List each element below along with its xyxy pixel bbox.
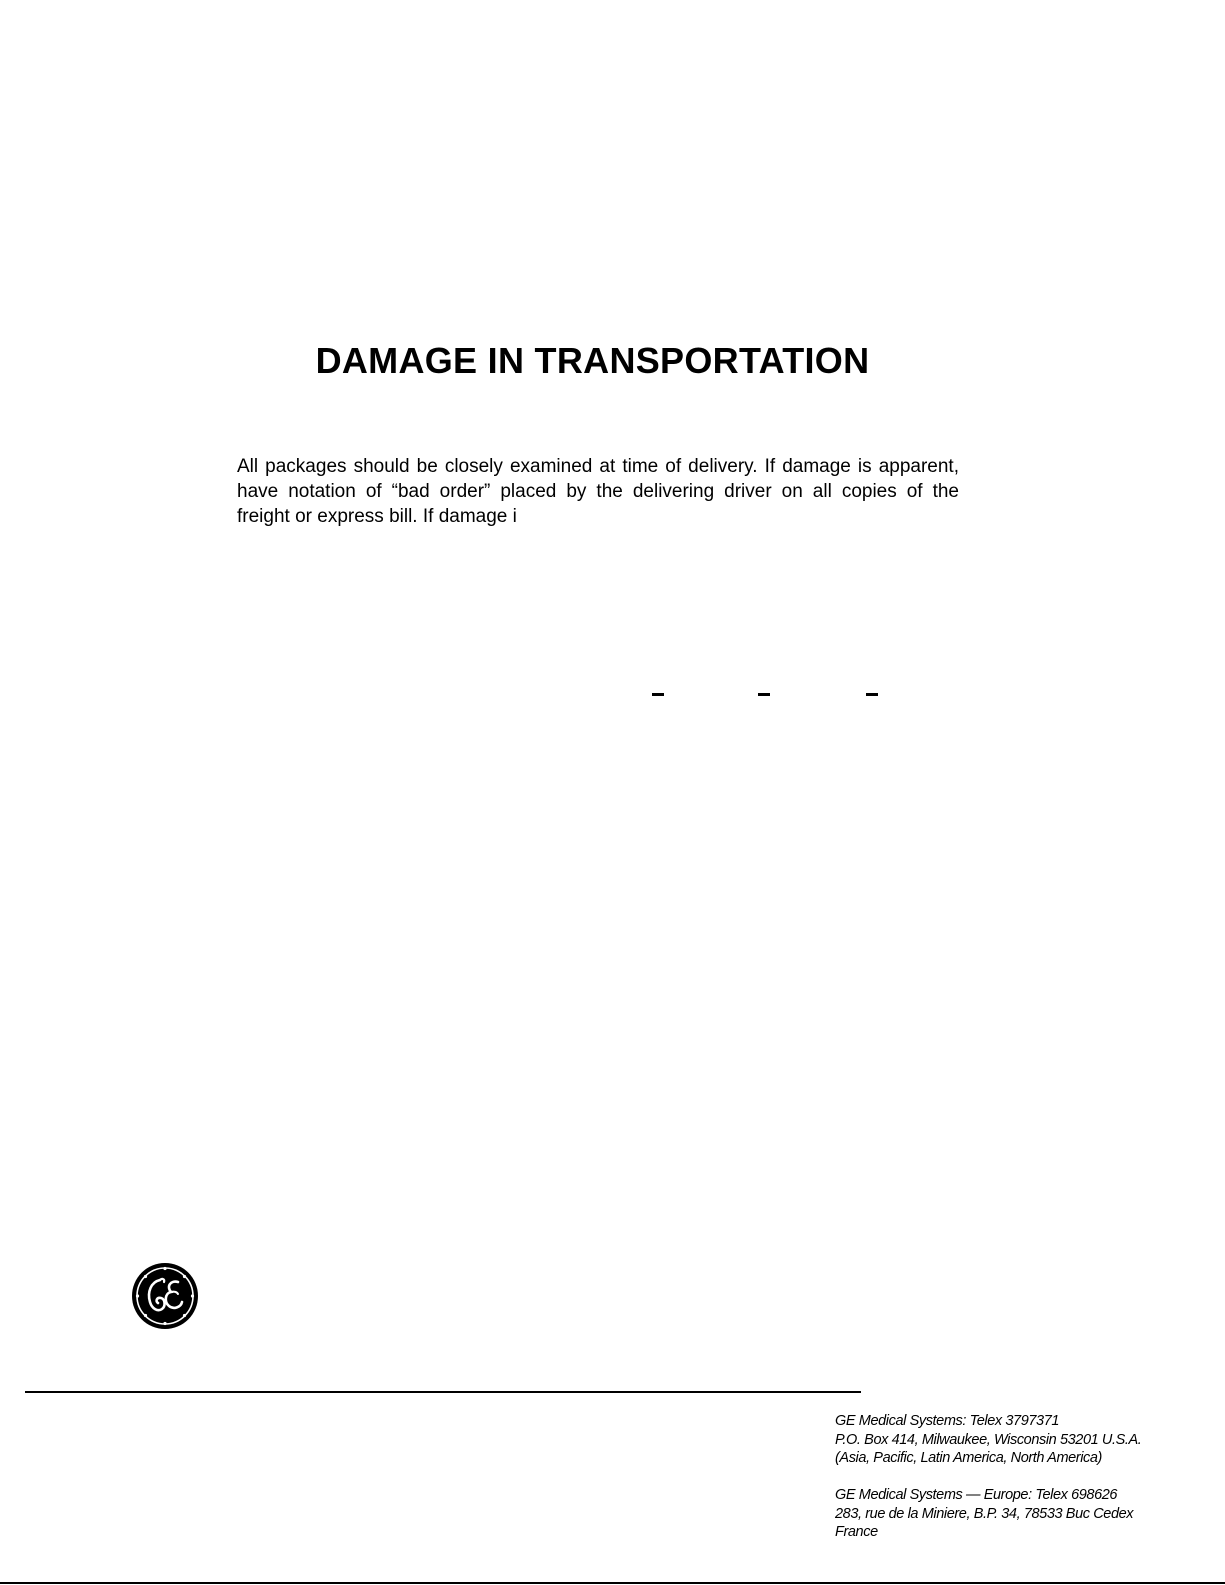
contact-line: France <box>835 1524 878 1540</box>
contact-line: GE Medical Systems: Telex 3797371 <box>835 1413 1060 1429</box>
contact-line: GE Medical Systems — Europe: Telex 698626 <box>835 1487 1118 1503</box>
contact-line: 283, rue de la Miniere, B.P. 34, 78533 Buc Cedex <box>835 1505 1134 1522</box>
contact-line: P.O. Box 414, Milwaukee, Wisconsin 53201 U.S.A. <box>835 1431 1142 1448</box>
ge-monogram-logo <box>131 1262 199 1330</box>
dash-mark <box>866 693 878 696</box>
body-paragraph <box>237 454 959 529</box>
contact-block <box>835 1412 1215 1542</box>
paragraph-line: freight or express bill. If damage i <box>237 506 517 527</box>
paragraph-line: All packages should be closely examined at time of delivery. If damage is apparent, <box>237 456 959 477</box>
page-bottom-rule <box>0 1582 1225 1584</box>
footer-rule <box>25 1391 861 1393</box>
paragraph-line: have notation of “bad order” placed by the delivering driver on all copies of the <box>237 481 959 502</box>
dash-mark <box>758 693 770 696</box>
dash-mark <box>652 693 664 696</box>
contact-line: (Asia, Pacific, Latin America, North America) <box>835 1450 1102 1466</box>
page-title: DAMAGE IN TRANSPORTATION <box>315 340 870 381</box>
